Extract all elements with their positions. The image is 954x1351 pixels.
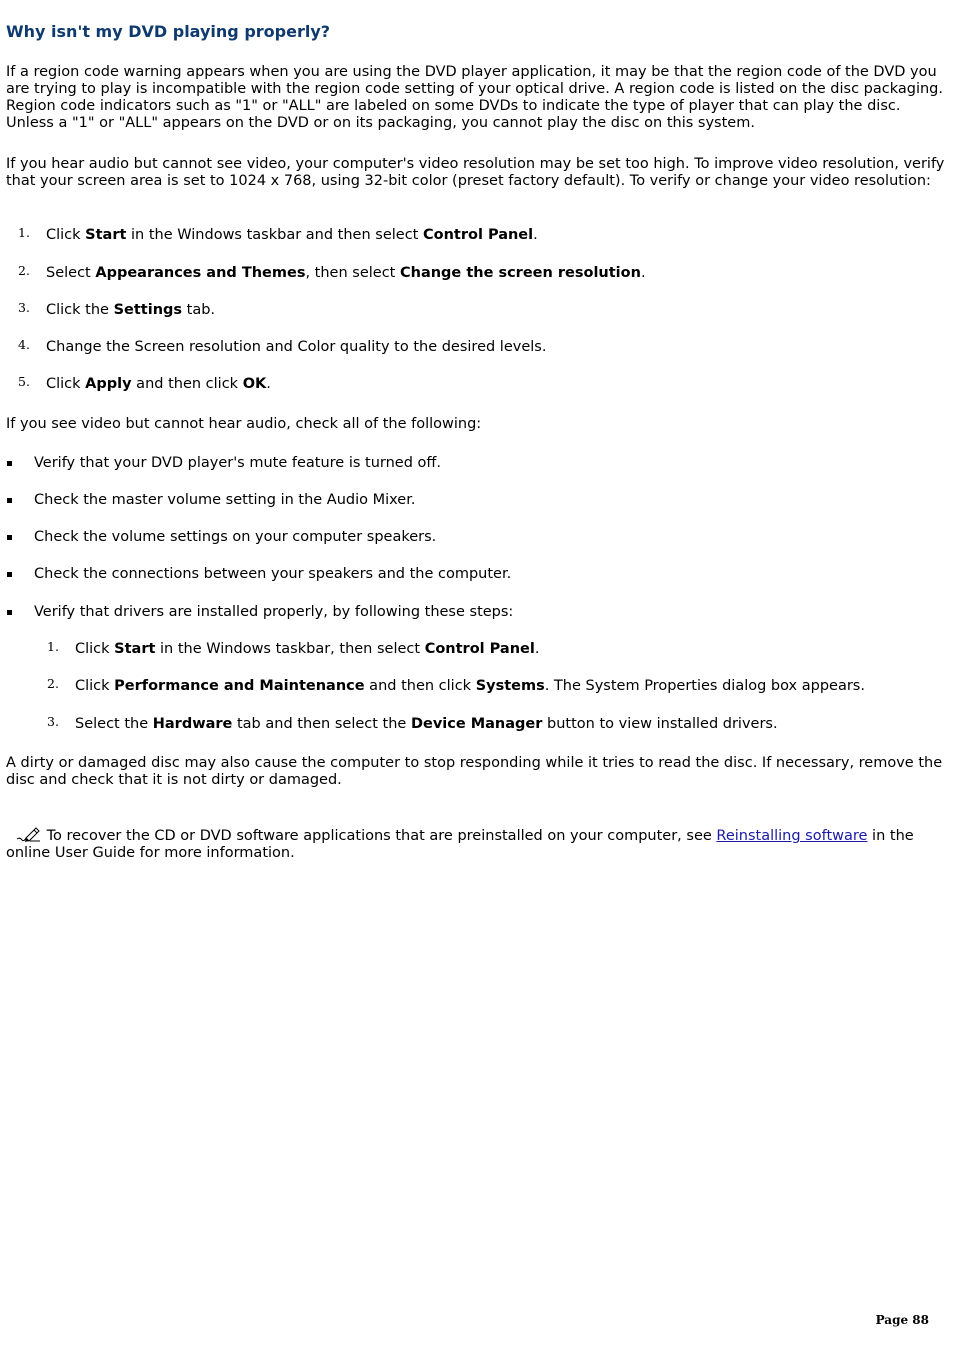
list-item bbox=[0, 678, 920, 698]
bullet-text: Check the volume settings on your computer speakers. bbox=[34, 529, 437, 545]
list-item-text bbox=[46, 302, 215, 318]
list-item-text bbox=[75, 716, 778, 732]
ui-term: OK bbox=[242, 376, 267, 392]
list-number: 4. bbox=[18, 337, 30, 352]
region-code-paragraph: If a region code warning appears when you are using the DVD player application, it may be that the region code of the DVD you are trying to play is incompatible with the region code setting of your optical drive. A region code is listed on the disc packaging. Region code indicators such as "1" or "ALL" are labeled on some DVDs to indicate the type of player that can play the disc. Unless a "1" or "ALL" appears on the DVD or on its packaging, you cannot play the disc on this system. bbox=[6, 64, 943, 131]
step-text: and then click bbox=[364, 678, 476, 694]
note-text-before: To recover the CD or DVD software applications that are preinstalled on your computer, see bbox=[42, 828, 717, 844]
ui-term: Settings bbox=[113, 302, 183, 318]
step-text: . The System Properties dialog box appears. bbox=[544, 678, 865, 694]
list-item bbox=[0, 227, 920, 247]
step-text: Click bbox=[46, 376, 86, 392]
list-item bbox=[0, 339, 920, 359]
ui-term: Start bbox=[85, 227, 127, 243]
step-text: Click the bbox=[46, 302, 114, 318]
step-text: Click bbox=[75, 678, 115, 694]
list-item-text bbox=[46, 339, 546, 355]
page-title: Why isn't my DVD playing properly? bbox=[6, 22, 331, 41]
ui-term: Start bbox=[114, 641, 156, 657]
bullet-square-icon bbox=[7, 572, 12, 577]
step-text: button to view installed drivers. bbox=[542, 716, 778, 732]
ui-term: Performance and Maintenance bbox=[114, 678, 365, 694]
list-item-text bbox=[46, 227, 538, 243]
list-item-text bbox=[46, 265, 646, 281]
list-item bbox=[0, 265, 920, 285]
step-text: Select the bbox=[75, 716, 153, 732]
bullet-square-icon bbox=[7, 535, 12, 540]
list-item-text bbox=[75, 678, 865, 694]
ui-term: Apply bbox=[85, 376, 132, 392]
step-text: . bbox=[533, 227, 538, 243]
list-item bbox=[0, 302, 920, 322]
bullet-text: Check the connections between your speakers and the computer. bbox=[34, 566, 512, 582]
list-number: 3. bbox=[18, 300, 30, 315]
step-text: . bbox=[266, 376, 271, 392]
bullet-item bbox=[0, 529, 930, 549]
page-number: Page 88 bbox=[875, 1313, 929, 1327]
bullet-text: Verify that drivers are installed properly, by following these steps: bbox=[34, 604, 514, 620]
ui-term: Control Panel bbox=[422, 227, 534, 243]
step-text: tab and then select the bbox=[232, 716, 411, 732]
step-text: and then click bbox=[131, 376, 243, 392]
list-item bbox=[0, 376, 920, 396]
bullet-item bbox=[0, 492, 930, 512]
list-number: 1. bbox=[18, 225, 30, 240]
ui-term: Device Manager bbox=[410, 716, 543, 732]
bullet-text: Verify that your DVD player's mute feature is turned off. bbox=[34, 455, 442, 471]
step-text: tab. bbox=[182, 302, 216, 318]
dirty-disc-paragraph: A dirty or damaged disc may also cause the computer to stop responding while it tries to read the disc. If necessary, remove the disc and check that it is not dirty or damaged. bbox=[6, 755, 943, 788]
reinstalling-software-link[interactable]: Reinstalling software bbox=[716, 828, 868, 844]
list-number: 2. bbox=[47, 676, 59, 691]
ui-term: Systems bbox=[475, 678, 545, 694]
ui-term: Change the screen resolution bbox=[399, 265, 641, 281]
step-text: Click bbox=[75, 641, 115, 657]
bullet-square-icon bbox=[7, 610, 12, 615]
step-text: in the Windows taskbar and then select bbox=[126, 227, 423, 243]
list-item-text bbox=[46, 376, 271, 392]
ui-term: Hardware bbox=[152, 716, 233, 732]
ui-term: Appearances and Themes bbox=[95, 265, 306, 281]
step-text: , then select bbox=[305, 265, 400, 281]
audio-intro-paragraph: If you see video but cannot hear audio, check all of the following: bbox=[6, 416, 482, 432]
note-text-after: in the online User Guide for more information. bbox=[6, 828, 914, 861]
video-resolution-paragraph: If you hear audio but cannot see video, your computer's video resolution may be set too high. To improve video resolution, verify that your screen area is set to 1024 x 768, using 32-bit color (preset factory default). To verify or change your video resolution: bbox=[6, 156, 945, 189]
bullet-item bbox=[0, 566, 930, 586]
note-pencil-icon bbox=[16, 825, 42, 843]
step-text: Select bbox=[46, 265, 96, 281]
bullet-square-icon bbox=[7, 461, 12, 466]
bullet-square-icon bbox=[7, 498, 12, 503]
bullet-text: Check the master volume setting in the Audio Mixer. bbox=[34, 492, 416, 508]
list-item bbox=[0, 641, 920, 661]
list-item bbox=[0, 716, 920, 736]
step-text: Change the Screen resolution and Color quality to the desired levels. bbox=[46, 339, 547, 355]
bullet-item bbox=[0, 604, 930, 624]
ui-term: Control Panel bbox=[424, 641, 535, 657]
list-number: 1. bbox=[47, 639, 59, 654]
bullet-item bbox=[0, 455, 930, 475]
step-text: in the Windows taskbar, then select bbox=[155, 641, 425, 657]
list-number: 5. bbox=[18, 374, 30, 389]
list-number: 2. bbox=[18, 263, 30, 278]
step-text: Click bbox=[46, 227, 86, 243]
step-text: . bbox=[640, 265, 646, 281]
note-paragraph bbox=[6, 825, 946, 862]
list-item-text bbox=[75, 641, 539, 657]
list-number: 3. bbox=[47, 714, 59, 729]
step-text: . bbox=[534, 641, 540, 657]
